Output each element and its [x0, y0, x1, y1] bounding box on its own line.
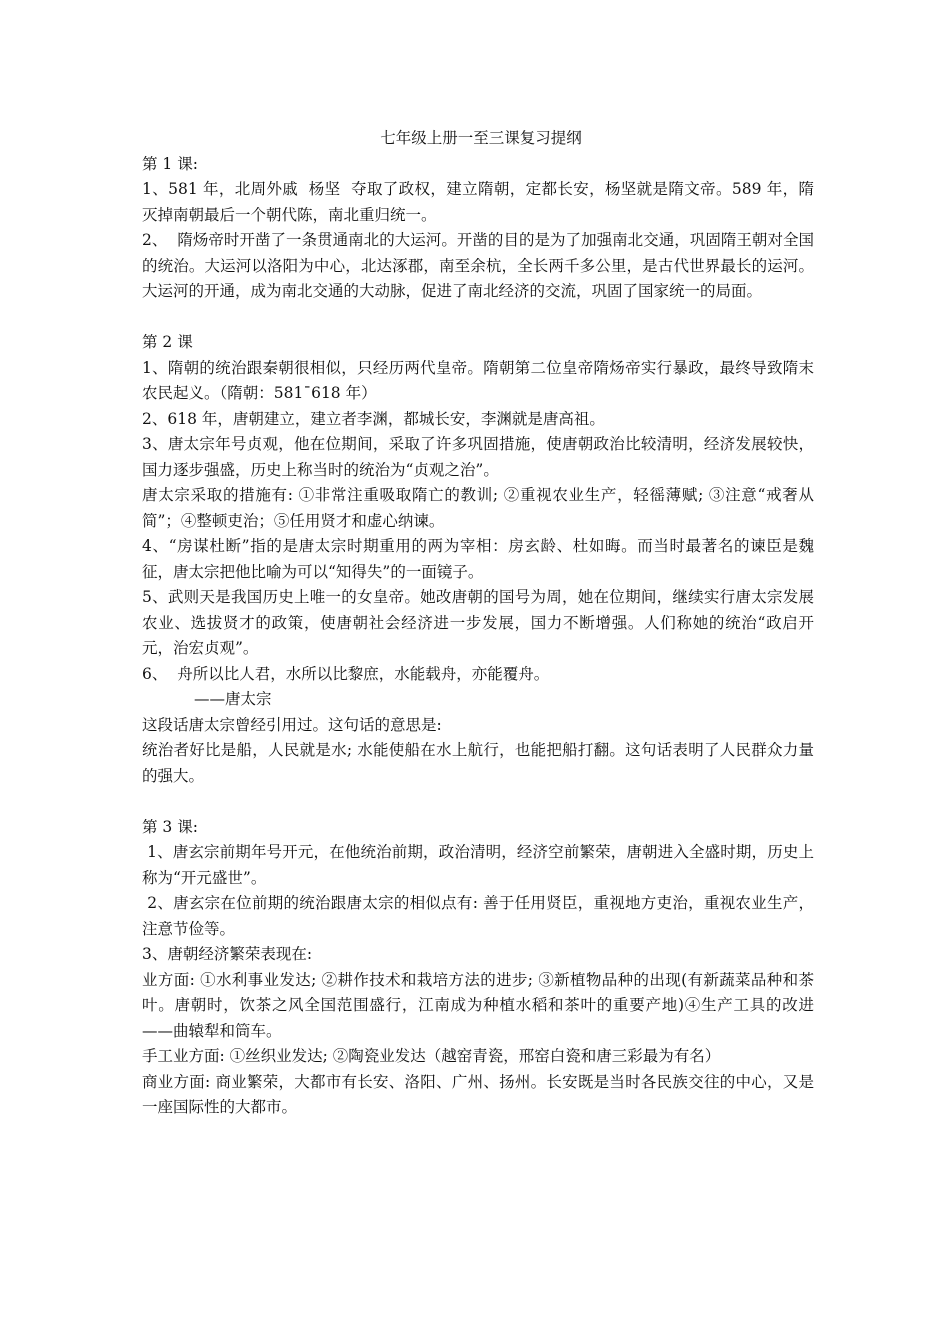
lesson2-paragraph-1: 1、隋朝的统治跟秦朝很相似，只经历两代皇帝。隋朝第二位皇帝隋炀帝实行暴政，最终导致隋末农民起义。（隋朝：581¯618 年）: [142, 358, 814, 402]
section-spacer: [142, 305, 814, 331]
document-title: 七年级上册一至三课复习提纲: [380, 129, 582, 147]
lesson1-paragraph-2: 2、 隋炀帝时开凿了一条贯通南北的大运河。开凿的目的是为了加强南北交通，巩固隋王朝对全国的统治。大运河以洛阳为中心，北达涿郡，南至余杭，全长两千多公里，是古代世界最长的运河。大运河的开通，成为南北交通的大动脉，促进了南北经济的交流，巩固了国家统一的局面。: [142, 231, 814, 300]
lesson3-paragraph-6: 商业方面: 商业繁荣，大都市有长安、洛阳、广州、扬州。长安既是当时各民族交往的中心，又是一座国际性的大都市。: [142, 1072, 814, 1116]
lesson2-paragraph-6: 5、武则天是我国历史上唯一的女皇帝。她改唐朝的国号为周，她在位期间，继续实行唐太宗发展农业、选拔贤才的政策，使唐朝社会经济进一步发展，国力不断增强。人们称她的统治“政启开元，治宏贞观”。: [142, 588, 814, 657]
quote-attribution: ——唐太宗: [194, 690, 272, 708]
lesson3-paragraph-3: 3、唐朝经济繁荣表现在:: [142, 945, 313, 963]
lesson2-paragraph-7: 6、 舟所以比人君，水所以比黎庶，水能载舟，亦能覆舟。: [142, 664, 550, 683]
lesson2-paragraph-5: 4、“房谋杜断”指的是唐太宗时期重用的两为宰相：房玄龄、杜如晦。而当时最著名的谏臣是魏征，唐太宗把他比喻为可以“知得失”的一面镜子。: [142, 537, 814, 581]
document-body: [142, 126, 814, 1121]
lesson3-paragraph-4: 业方面: ①水利事业发达; ②耕作技术和栽培方法的进步; ③新植物品种的出现(有新蔬菜品种和茶叶。唐朝时，饮茶之风全国范围盛行，江南成为种植水稻和茶叶的重要产地)④生产工具的改进——曲辕犁和筒车。: [142, 970, 814, 1040]
lesson3-paragraph-2: 2、唐玄宗在位前期的统治跟唐太宗的相似点有: 善于任用贤臣，重视地方吏治，重视农业生产，注意节俭等。: [142, 894, 814, 938]
lesson3-heading: 第 3 课:: [142, 817, 198, 836]
lesson2-heading: 第 2 课: [142, 333, 193, 351]
lesson3-paragraph-1: 1、唐玄宗前期年号开元，在他统治前期，政治清明，经济空前繁荣，唐朝进入全盛时期，历史上称为“开元盛世”。: [142, 843, 814, 887]
lesson1-heading: 第 1 课:: [142, 154, 198, 173]
lesson2-paragraph-3: 3、唐太宗年号贞观，他在位期间，采取了许多巩固措施，使唐朝政治比较清明，经济发展较快，国力逐步强盛，历史上称当时的统治为“贞观之治”。: [142, 435, 814, 479]
lesson2-paragraph-8: 这段话唐太宗曾经引用过。这句话的意思是:: [142, 715, 442, 734]
section-spacer: [142, 789, 814, 815]
lesson2-paragraph-2: 2、618 年，唐朝建立，建立者李渊，都城长安，李渊就是唐高祖。: [142, 409, 605, 428]
lesson3-paragraph-5: 手工业方面: ①丝织业发达; ②陶瓷业发达（越窑青瓷，邢窑白瓷和唐三彩最为有名）: [142, 1047, 721, 1065]
lesson2-paragraph-4: 唐太宗采取的措施有: ①非常注重吸取隋亡的教训; ②重视农业生产，轻徭薄赋; ③注意“戒奢从简”；④整顿吏治；⑤任用贤才和虚心纳谏。: [142, 486, 814, 530]
lesson2-paragraph-9: 统治者好比是船，人民就是水; 水能使船在水上航行，也能把船打翻。这句话表明了人民群众力量的强大。: [142, 741, 814, 785]
lesson1-paragraph-1: 1、581 年，北周外戚 杨坚 夺取了政权，建立隋朝，定都长安，杨坚就是隋文帝。589 年，隋灭掉南朝最后一个朝代陈，南北重归统一。: [142, 180, 814, 224]
